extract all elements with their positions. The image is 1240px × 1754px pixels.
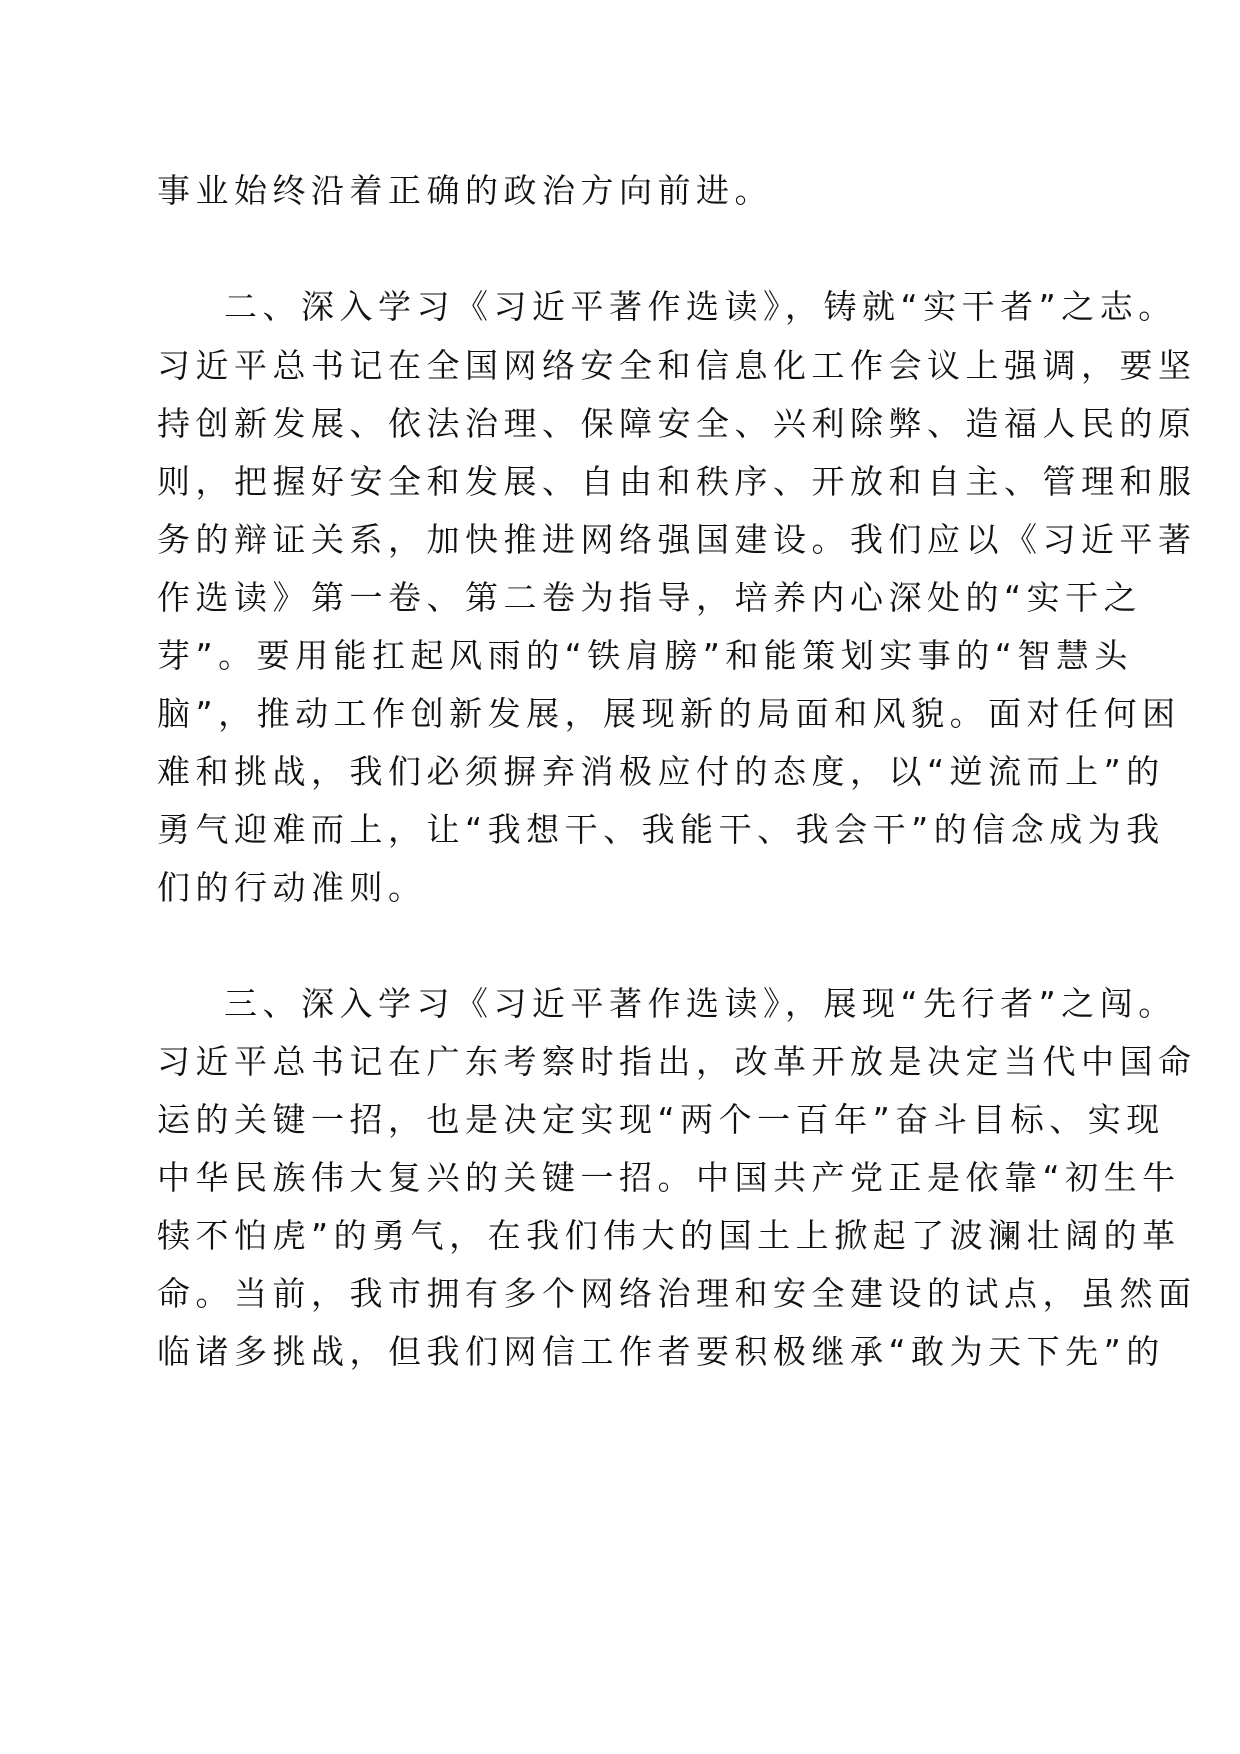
paragraph-2-line-8: 脑”，推动工作创新发展，展现新的局面和风貌。面对任何困 [157, 694, 1181, 733]
paragraph-2-line-10: 勇气迎难而上，让“我想干、我能干、我会干”的信念成为我 [157, 810, 1165, 849]
paragraph-2-line-3: 持创新发展、依法治理、保障安全、兴利除弊、造福人民的原 [157, 404, 1197, 443]
paragraph-2-line-6: 作选读》第一卷、第二卷为指导，培养内心深处的“实干之 [157, 578, 1143, 617]
paragraph-2-line-9: 难和挑战，我们必须摒弃消极应付的态度，以“逆流而上”的 [157, 752, 1165, 791]
paragraph-3-line-3: 运的关键一招，也是决定实现“两个一百年”奋斗目标、实现 [157, 1100, 1165, 1139]
paragraph-2-line-5: 务的辩证关系，加快推进网络强国建设。我们应以《习近平著 [157, 520, 1197, 559]
paragraph-3-line-2: 习近平总书记在广东考察时指出，改革开放是决定当代中国命 [157, 1042, 1197, 1081]
paragraph-1-line-1: 事业始终沿着正确的政治方向前进。 [157, 171, 773, 210]
paragraph-3-line-1: 三、深入学习《习近平著作选读》，展现“先行者”之闯。 [224, 984, 1177, 1023]
paragraph-3-line-4: 中华民族伟大复兴的关键一招。中国共产党正是依靠“初生牛 [157, 1158, 1181, 1197]
paragraph-2-line-4: 则，把握好安全和发展、自由和秩序、开放和自主、管理和服 [157, 462, 1197, 501]
paragraph-3-line-7: 临诸多挑战，但我们网信工作者要积极继承“敢为天下先”的 [157, 1332, 1165, 1371]
paragraph-3-line-5: 犊不怕虎”的勇气，在我们伟大的国土上掀起了波澜壮阔的革 [157, 1216, 1181, 1255]
paragraph-2-line-11: 们的行动准则。 [157, 868, 427, 907]
paragraph-2-line-1: 二、深入学习《习近平著作选读》，铸就“实干者”之志。 [224, 287, 1177, 326]
paragraph-2-line-7: 芽”。要用能扛起风雨的“铁肩膀”和能策划实事的“智慧头 [157, 636, 1133, 675]
paragraph-3-line-6: 命。当前，我市拥有多个网络治理和安全建设的试点，虽然面 [157, 1274, 1197, 1313]
paragraph-2-line-2: 习近平总书记在全国网络安全和信息化工作会议上强调，要坚 [157, 346, 1197, 385]
